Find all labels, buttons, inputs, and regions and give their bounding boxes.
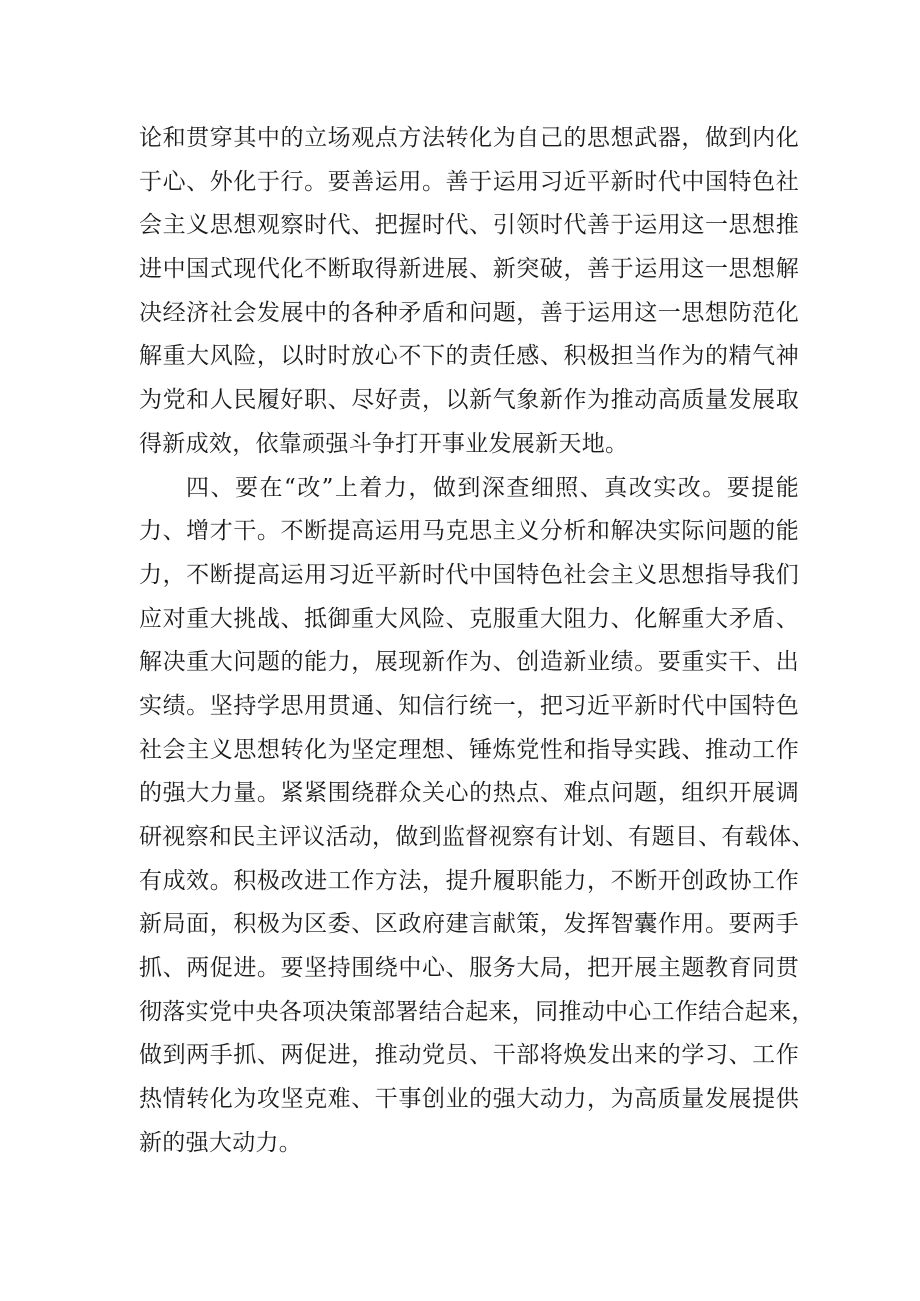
text-line: 为党和人民履好职、尽好责，以新气象新作为推动高质量发展取 bbox=[139, 387, 799, 414]
text-line: 社会主义思想转化为坚定理想、锤炼党性和指导实践、推动工作 bbox=[139, 736, 799, 763]
text-line: 的强大力量。紧紧围绕群众关心的热点、难点问题，组织开展调 bbox=[139, 780, 799, 807]
text-line: 于心、外化于行。要善运用。善于运用习近平新时代中国特色社 bbox=[139, 168, 799, 195]
text-line: 解重大风险，以时时放心不下的责任感、积极担当作为的精气神 bbox=[139, 343, 799, 370]
text-line: 研视察和民主评议活动，做到监督视察有计划、有题目、有载体、 bbox=[139, 824, 815, 850]
text-line: 会主义思想观察时代、把握时代、引领时代善于运用这一思想推 bbox=[139, 212, 799, 239]
text-line: 力、增才干。不断提高运用马克思主义分析和解决实际问题的能 bbox=[139, 518, 799, 545]
paragraph-section-four bbox=[139, 467, 815, 1166]
text-line: 实绩。坚持学思用贯通、知信行统一，把习近平新时代中国特色 bbox=[139, 692, 799, 719]
document-body bbox=[139, 117, 815, 1166]
text-line: 得新成效，依靠顽强斗争打开事业发展新天地。 bbox=[139, 430, 629, 457]
text-line: 四、要在“改”上着力，做到深查细照、真改实改。要提能 bbox=[186, 474, 799, 501]
text-line: 有成效。积极改进工作方法，提升履职能力，不断开创政协工作 bbox=[139, 867, 799, 894]
text-line: 新局面，积极为区委、区政府建言献策，发挥智囊作用。要两手 bbox=[139, 911, 799, 938]
text-line: 彻落实党中央各项决策部署结合起来，同推动中心工作结合起来， bbox=[139, 998, 815, 1025]
text-line: 解决重大问题的能力，展现新作为、创造新业绩。要重实干、出 bbox=[139, 649, 799, 676]
paragraph-continuation bbox=[139, 117, 799, 467]
text-line: 新的强大动力。 bbox=[139, 1129, 303, 1156]
text-line: 抓、两促进。要坚持围绕中心、服务大局，把开展主题教育同贯 bbox=[139, 955, 799, 982]
text-line: 热情转化为攻坚克难、干事创业的强大动力，为高质量发展提供 bbox=[139, 1086, 799, 1113]
text-line: 做到两手抓、两促进，推动党员、干部将焕发出来的学习、工作 bbox=[139, 1042, 799, 1069]
text-line: 应对重大挑战、抵御重大风险、克服重大阻力、化解重大矛盾、 bbox=[139, 605, 799, 632]
text-line: 决经济社会发展中的各种矛盾和问题，善于运用这一思想防范化 bbox=[139, 299, 799, 326]
text-line: 论和贯穿其中的立场观点方法转化为自己的思想武器，做到内化 bbox=[139, 125, 799, 151]
text-line: 力，不断提高运用习近平新时代中国特色社会主义思想指导我们 bbox=[139, 561, 799, 588]
text-line: 进中国式现代化不断取得新进展、新突破，善于运用这一思想解 bbox=[139, 256, 799, 283]
